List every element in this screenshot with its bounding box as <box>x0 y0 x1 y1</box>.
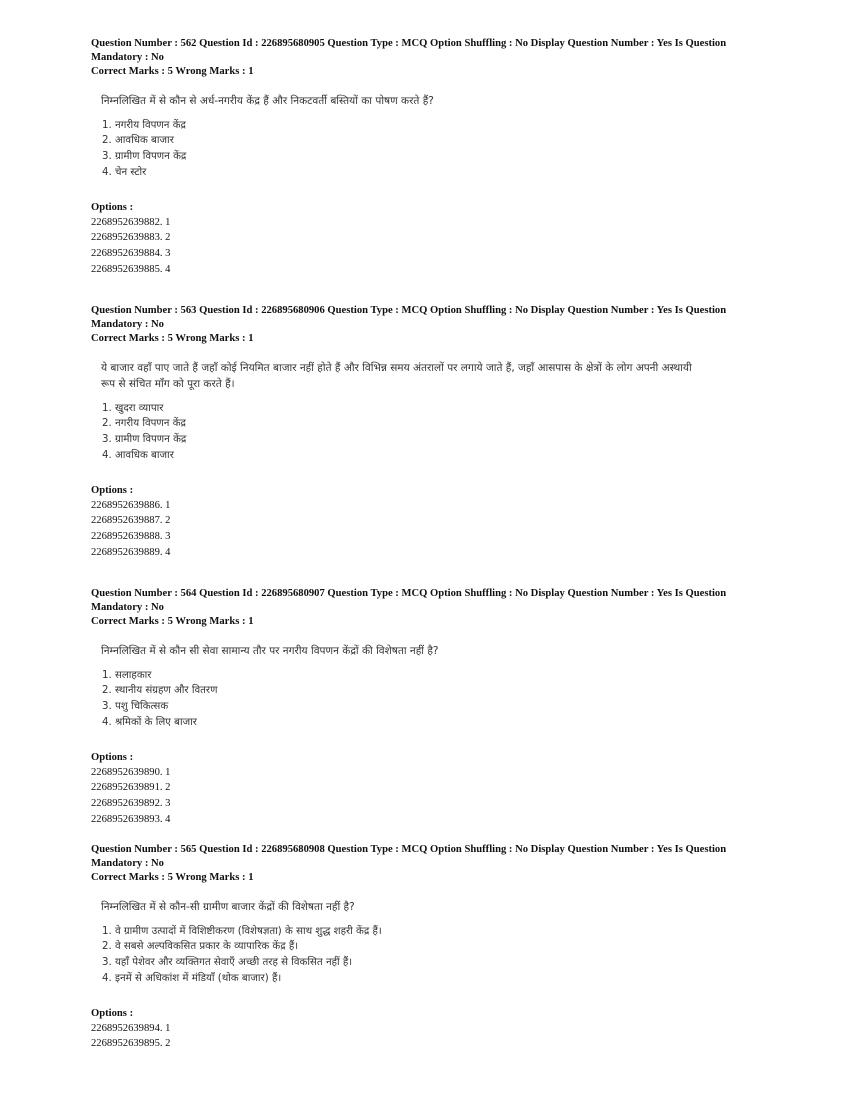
answer-choice: 4. इनमें से अधिकांश में मंडियाँ (थोक बाजार) हैं। <box>102 972 282 984</box>
answer-choice: 3. ग्रामीण विपणन केंद्र <box>102 151 187 163</box>
option-id-row: 2268952639884. 3 <box>91 248 171 260</box>
question-block-565 <box>91 843 751 1052</box>
question-header: Question Number : 564 Question Id : 226895680907 Question Type : MCQ Option Shuffling : No Display Question Number : Yes Is Question Mandatory : No <box>91 588 727 613</box>
options-label: Options : <box>91 201 134 213</box>
question-marks: Correct Marks : 5 Wrong Marks : 1 <box>91 616 254 627</box>
option-id-row: 2268952639889. 4 <box>91 546 171 558</box>
answer-choice: 1. नगरीय विपणन केंद्र <box>102 119 186 131</box>
options-label: Options : <box>91 1007 134 1019</box>
question-block-562 <box>91 37 751 278</box>
answer-choice: 3. पशु चिकित्सक <box>102 701 169 713</box>
answer-choice: 4. श्रमिकों के लिए बाजार <box>102 716 197 728</box>
answer-choice: 2. आवधिक बाजार <box>102 135 174 147</box>
question-text: निम्नलिखित में से कौन सी सेवा सामान्य तौर पर नगरीय विपणन केंद्रों की विशेषता नहीं है? <box>101 644 439 657</box>
option-id-row: 2268952639891. 2 <box>91 782 171 794</box>
question-marks: Correct Marks : 5 Wrong Marks : 1 <box>91 333 254 344</box>
question-header: Question Number : 562 Question Id : 226895680905 Question Type : MCQ Option Shuffling : No Display Question Number : Yes Is Question Mandatory : No <box>91 38 727 63</box>
option-id-row: 2268952639893. 4 <box>91 813 171 825</box>
answer-choices <box>102 924 751 987</box>
answer-choice: 3. यहाँ पेशेवर और व्यक्तिगत सेवाएँ अच्छी तरह से विकसित नहीं हैं। <box>102 957 353 969</box>
answer-choices <box>102 118 751 181</box>
answer-choice: 1. सलाहकार <box>102 669 152 681</box>
option-id-row: 2268952639886. 1 <box>91 499 171 511</box>
answer-choice: 1. खुदरा व्यापार <box>102 402 164 414</box>
answer-choice: 1. वे ग्रामीण उत्पादों में विशिष्टीकरण (विशेषज्ञता) के साथ शुद्ध शहरी केंद्र हैं। <box>102 925 382 937</box>
option-id-row: 2268952639885. 4 <box>91 263 171 275</box>
question-block-564 <box>91 587 751 828</box>
answer-choice: 2. स्थानीय संग्रहण और वितरण <box>102 685 218 697</box>
option-id-row: 2268952639890. 1 <box>91 766 171 778</box>
option-id-row: 2268952639895. 2 <box>91 1038 171 1050</box>
answer-choices <box>102 401 751 464</box>
option-id-row: 2268952639888. 3 <box>91 531 171 543</box>
option-id-row: 2268952639887. 2 <box>91 515 171 527</box>
question-text: निम्नलिखित में से कौन से अर्ध-नगरीय केंद्र हैं और निकटवर्ती बस्तियों का पोषण करते हैं? <box>101 94 434 107</box>
question-marks: Correct Marks : 5 Wrong Marks : 1 <box>91 872 254 883</box>
answer-choices <box>102 668 751 731</box>
question-marks: Correct Marks : 5 Wrong Marks : 1 <box>91 66 254 77</box>
options-label: Options : <box>91 484 134 496</box>
answer-choice: 2. नगरीय विपणन केंद्र <box>102 418 186 430</box>
answer-choice: 4. आवधिक बाजार <box>102 449 174 461</box>
options-label: Options : <box>91 751 134 763</box>
question-text: ये बाजार वहाँ पाए जाते हैं जहाँ कोई नियमित बाजार नहीं होते हैं और विभिन्न समय अंतरालों पर लगाये जाते हैं, जहाँ आसपास के क्षेत्रों के लोग अपनी अस्थायी रूप से संचित माँग को पूरा करते हैं। <box>101 361 692 390</box>
option-id-row: 2268952639883. 2 <box>91 232 171 244</box>
answer-choice: 2. वे सबसे अल्पविकसित प्रकार के व्यापारिक केंद्र हैं। <box>102 941 299 953</box>
option-id-row: 2268952639882. 1 <box>91 216 171 228</box>
option-id-row: 2268952639892. 3 <box>91 798 171 810</box>
question-text: निम्नलिखित में से कौन-सी ग्रामीण बाजार केंद्रों की विशेषता नहीं है? <box>101 900 355 913</box>
answer-choice: 4. चेन स्टोर <box>102 166 147 178</box>
question-header: Question Number : 563 Question Id : 226895680906 Question Type : MCQ Option Shuffling : No Display Question Number : Yes Is Question Mandatory : No <box>91 305 727 330</box>
question-header: Question Number : 565 Question Id : 226895680908 Question Type : MCQ Option Shuffling : No Display Question Number : Yes Is Question Mandatory : No <box>91 844 727 869</box>
question-block-563 <box>91 304 751 561</box>
answer-choice: 3. ग्रामीण विपणन केंद्र <box>102 434 187 446</box>
option-id-row: 2268952639894. 1 <box>91 1022 171 1034</box>
